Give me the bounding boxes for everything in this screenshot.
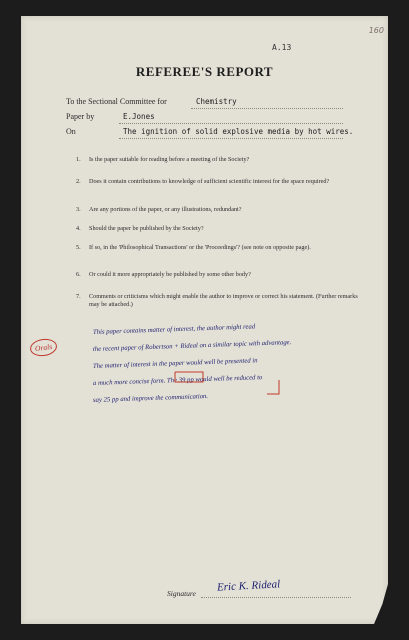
question-5: 5. If so, in the 'Philosophical Transactions' or the 'Proceedings'? (see note on opposite page). <box>76 244 311 251</box>
paper-by-value: E.Jones <box>123 112 155 121</box>
comment-line-4: a much more concise form. The 39 pp would well be reduced to <box>92 374 263 387</box>
question-4: 4. Should the paper be published by the Society? <box>76 225 204 232</box>
comment-line-5: say 25 pp and improve the communication. <box>92 392 209 404</box>
comment-line-2: the recent paper of Robertson + Rideal on a similar topic with advantage. <box>92 339 292 353</box>
archive-number: 160 <box>368 26 384 35</box>
paper-by-label: Paper by <box>66 112 95 121</box>
committee-label: To the Sectional Committee for <box>66 97 167 106</box>
committee-line <box>191 108 343 109</box>
reference-code: A.13 <box>272 43 292 52</box>
comment-line-3: The matter of interest in the paper would well be presented in <box>92 357 258 370</box>
comment-line-1: This paper contains matter of interest, the author might read <box>92 323 256 336</box>
question-1: 1. Is the paper suitable for reading before a meeting of the Society? <box>76 156 250 163</box>
on-value: The ignition of solid explosive media by hot wires. <box>123 127 354 136</box>
on-label: On <box>66 127 76 136</box>
signature: Eric K. Rideal <box>216 578 281 594</box>
question-6: 6. Or could it more appropriately be published by some other body? <box>76 271 251 278</box>
question-2: 2. Does it contain contributions to knowledge of sufficient scientific interest for the space required? <box>76 178 330 185</box>
page-title: REFEREE'S REPORT <box>135 64 274 79</box>
committee-value: Chemistry <box>196 97 237 106</box>
red-bracket-marks <box>171 368 311 408</box>
signature-line <box>201 597 351 598</box>
torn-corner <box>374 584 388 624</box>
signature-label: Signature <box>167 589 196 598</box>
question-7: 7. Comments or criticisms which might enable the author to improve or correct his statement. (Further remarks may be attached.) <box>76 293 358 308</box>
margin-note: Orals <box>29 337 58 358</box>
question-3: 3. Are any portions of the paper, or any illustrations, redundant? <box>76 206 242 213</box>
paper-by-line <box>119 123 343 124</box>
referee-report-page <box>21 16 388 624</box>
on-line <box>119 138 343 139</box>
